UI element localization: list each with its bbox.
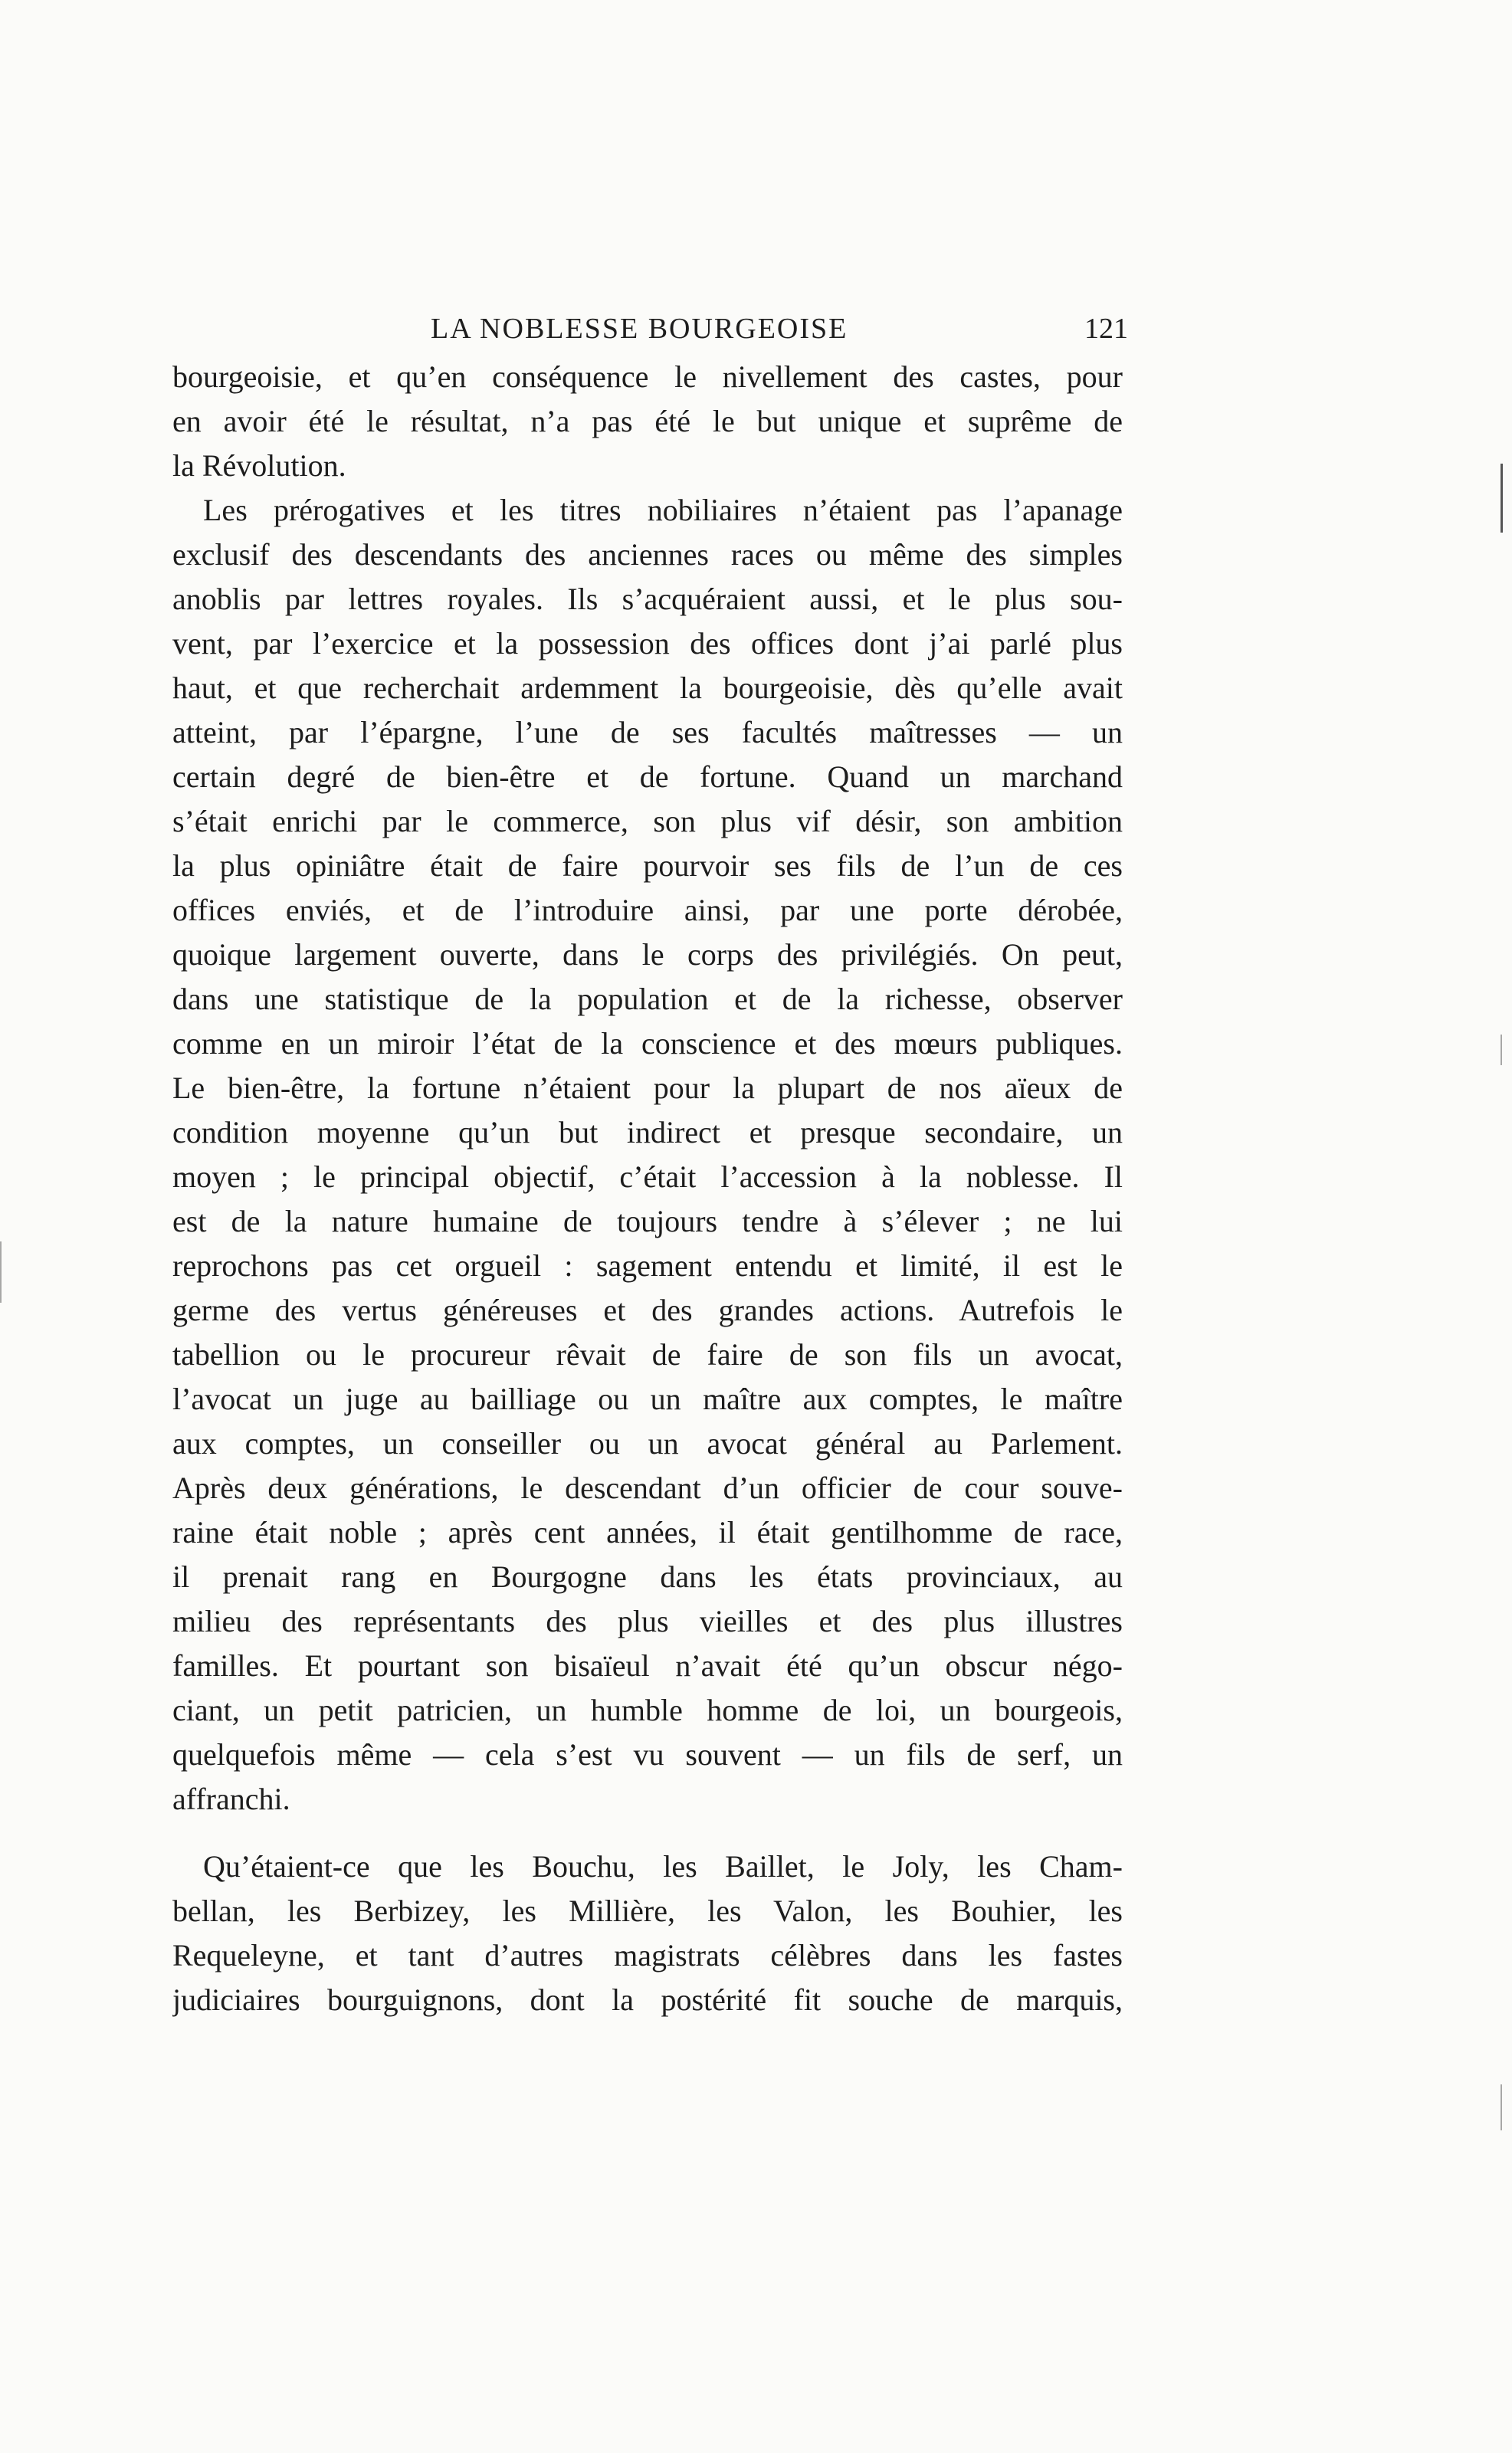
scan-margin-mark	[1501, 1035, 1502, 1065]
text-line: quoique largement ouverte, dans le corps des privilégiés. On peut,	[172, 937, 1123, 972]
running-title: LA NOBLESSE BOURGEOISE	[431, 313, 848, 345]
text-line: en avoir été le résultat, n’a pas été le but unique et suprême de	[172, 404, 1123, 438]
text-line: anoblis par lettres royales. Ils s’acquéraient aussi, et le plus sou-	[172, 582, 1123, 616]
text-line: Le bien-être, la fortune n’étaient pour la plupart de nos aïeux de	[172, 1071, 1123, 1105]
running-head	[178, 312, 1128, 350]
text-line: certain degré de bien-être et de fortune. Quand un marchand	[172, 759, 1123, 794]
text-line: familles. Et pourtant son bisaïeul n’avait été qu’un obscur négo-	[172, 1648, 1123, 1683]
text-line: Les prérogatives et les titres nobiliaires n’étaient pas l’apanage	[203, 493, 1123, 527]
text-line: Qu’étaient-ce que les Bouchu, les Baillet, le Joly, les Cham-	[203, 1849, 1123, 1884]
text-line: milieu des représentants des plus vieilles et des plus illustres	[172, 1604, 1123, 1638]
text-line: exclusif des descendants des anciennes races ou même des simples	[172, 537, 1123, 572]
text-line: vent, par l’exercice et la possession des offices dont j’ai parlé plus	[172, 626, 1123, 661]
text-line: bourgeoisie, et qu’en conséquence le nivellement des castes, pour	[172, 359, 1123, 394]
body-text	[172, 355, 1123, 2022]
page-number: 121	[1084, 313, 1128, 345]
text-line: comme en un miroir l’état de la conscience et des mœurs publiques.	[172, 1026, 1123, 1061]
text-line: est de la nature humaine de toujours tendre à s’élever ; ne lui	[172, 1204, 1123, 1238]
text-line: condition moyenne qu’un but indirect et presque secondaire, un	[172, 1115, 1123, 1149]
scan-margin-mark	[0, 1241, 2, 1303]
text-line: atteint, par l’épargne, l’une de ses facultés maîtresses — un	[172, 715, 1123, 749]
text-line: Après deux générations, le descendant d’un officier de cour souve-	[172, 1471, 1123, 1505]
text-line: tabellion ou le procureur rêvait de faire de son fils un avocat,	[172, 1337, 1123, 1372]
text-line: haut, et que recherchait ardemment la bourgeoisie, dès qu’elle avait	[172, 671, 1123, 705]
text-line: bellan, les Berbizey, les Millière, les Valon, les Bouhier, les	[172, 1894, 1123, 1928]
paragraph-gap	[172, 1822, 1123, 1845]
text-line: il prenait rang en Bourgogne dans les états provinciaux, au	[172, 1559, 1123, 1594]
text-line: Requeleyne, et tant d’autres magistrats célèbres dans les fastes	[172, 1938, 1123, 1973]
scan-margin-mark	[1501, 464, 1503, 533]
text-line: offices enviés, et de l’introduire ainsi, par une porte dérobée,	[172, 893, 1123, 927]
text-line: ciant, un petit patricien, un humble homme de loi, un bourgeois,	[172, 1693, 1123, 1727]
text-line: dans une statistique de la population et de la richesse, observer	[172, 982, 1123, 1016]
text-line: quelquefois même — cela s’est vu souvent — un fils de serf, un	[172, 1737, 1123, 1772]
text-line: l’avocat un juge au bailliage ou un maître aux comptes, le maître	[172, 1382, 1123, 1416]
text-line: raine était noble ; après cent années, il était gentilhomme de race,	[172, 1515, 1123, 1550]
text-line: aux comptes, un conseiller ou un avocat général au Parlement.	[172, 1426, 1123, 1461]
text-line: la Révolution.	[172, 448, 346, 483]
text-line: judiciaires bourguignons, dont la postérité fit souche de marquis,	[172, 1982, 1123, 2017]
text-line: reprochons pas cet orgueil : sagement entendu et limité, il est le	[172, 1248, 1123, 1283]
text-line: la plus opiniâtre était de faire pourvoir ses fils de l’un de ces	[172, 848, 1123, 883]
text-line: moyen ; le principal objectif, c’était l’accession à la noblesse. Il	[172, 1159, 1123, 1194]
text-line: germe des vertus généreuses et des grandes actions. Autrefois le	[172, 1293, 1123, 1327]
text-line: s’était enrichi par le commerce, son plus vif désir, son ambition	[172, 804, 1123, 838]
scan-margin-mark	[1501, 2084, 1502, 2130]
text-line: affranchi.	[172, 1782, 290, 1816]
